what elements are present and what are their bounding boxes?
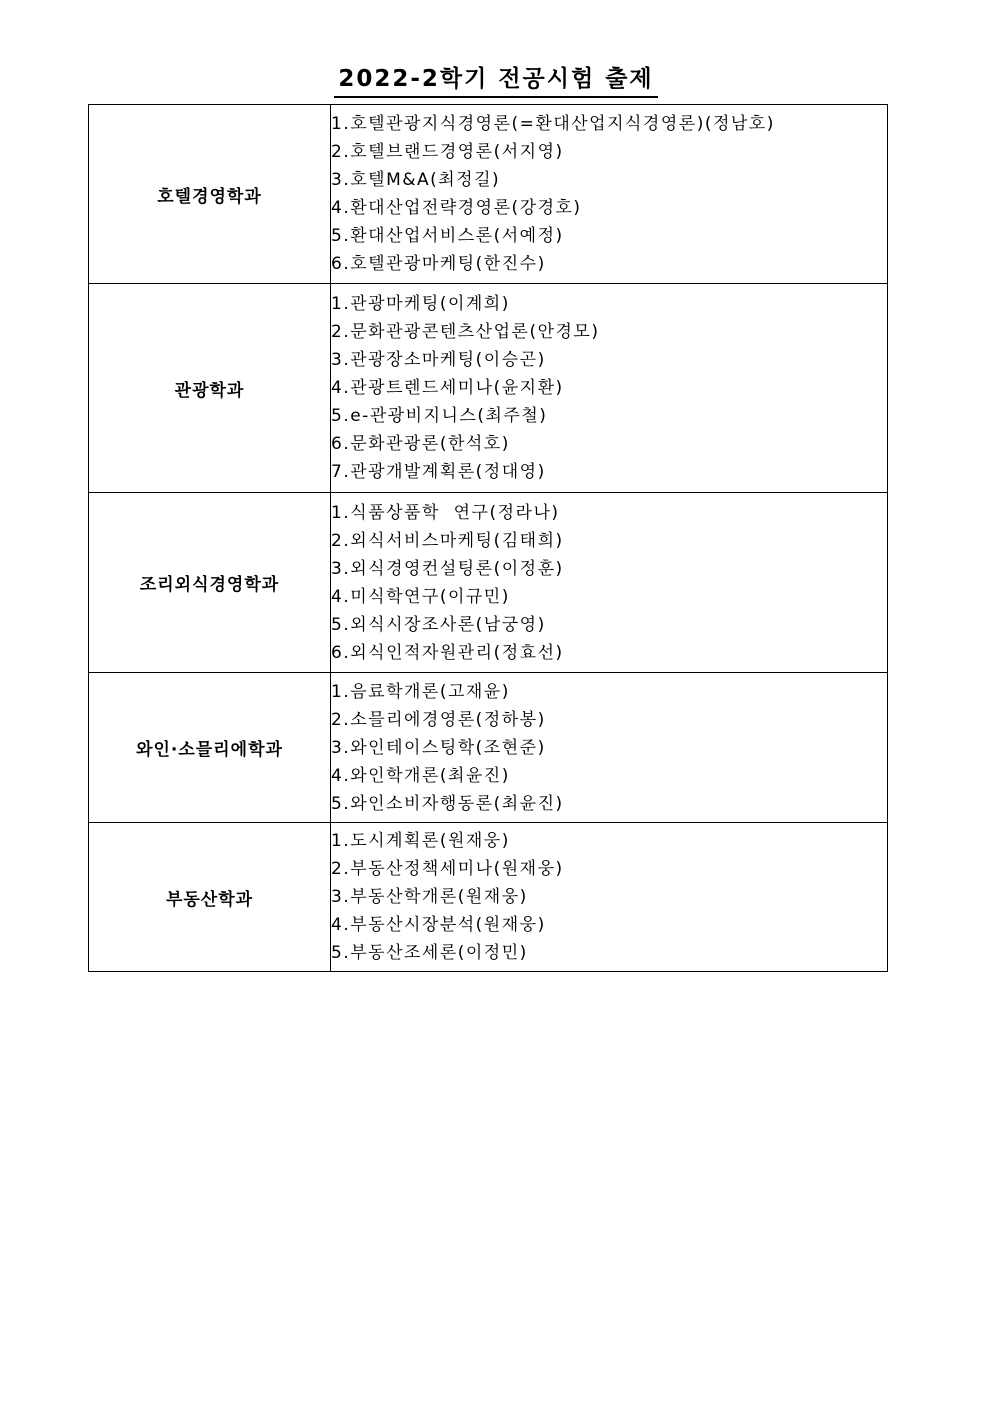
title-row xyxy=(0,60,992,98)
course-list-cell xyxy=(331,493,888,673)
exam-schedule-table xyxy=(88,104,888,972)
department-cell: 부동산학과 xyxy=(89,823,331,972)
course-list-cell xyxy=(331,673,888,823)
department-cell: 조리외식경영학과 xyxy=(89,493,331,673)
course-line: 4.관광트렌드세미나(윤지환) xyxy=(331,378,564,398)
table-row-hotel-management xyxy=(89,105,888,284)
course-line: 1.음료학개론(고재윤) xyxy=(331,681,510,702)
course-line: 5.환대산업서비스론(서예정) xyxy=(331,226,564,246)
course-line: 3.와인테이스팅학(조현준) xyxy=(331,737,546,758)
course-line: 5.e-관광비지니스(최주철) xyxy=(331,406,548,426)
course-line: 5.와인소비자행동론(최윤진) xyxy=(331,793,564,814)
table-row-tourism xyxy=(89,284,888,493)
course-list-cell xyxy=(331,823,888,972)
table-row-wine-sommelier xyxy=(89,673,888,823)
course-line: 3.외식경영컨설팅론(이정훈) xyxy=(331,558,564,579)
course-list-cell xyxy=(331,284,888,493)
course-line: 2.호텔브랜드경영론(서지영) xyxy=(331,142,564,162)
course-line: 1.식품상품학 연구(정라나) xyxy=(331,502,560,523)
course-list-cell xyxy=(331,105,888,284)
department-cell: 호텔경영학과 xyxy=(89,105,331,284)
table-row-culinary-foodservice xyxy=(89,493,888,673)
course-line: 3.호텔M&A(최정길) xyxy=(331,170,501,190)
document-title: 2022-2학기 전공시험 출제 xyxy=(334,60,657,98)
course-line: 6.외식인적자원관리(정효선) xyxy=(331,642,564,663)
course-line: 1.관광마케팅(이계희) xyxy=(331,294,510,314)
department-cell: 와인·소믈리에학과 xyxy=(89,673,331,823)
course-line: 2.부동산정책세미나(원재웅) xyxy=(331,859,564,879)
course-line: 1.호텔관광지식경영론(=환대산업지식경영론)(정남호) xyxy=(331,114,775,134)
course-line: 3.관광장소마케팅(이승곤) xyxy=(331,350,546,370)
course-line: 4.와인학개론(최윤진) xyxy=(331,765,510,786)
course-line: 4.부동산시장분석(원재웅) xyxy=(331,915,546,935)
course-line: 4.환대산업전략경영론(강경호) xyxy=(331,198,582,218)
department-cell: 관광학과 xyxy=(89,284,331,493)
course-line: 1.도시계획론(원재웅) xyxy=(331,831,510,851)
course-line: 5.부동산조세론(이정민) xyxy=(331,943,528,963)
course-line: 6.호텔관광마케팅(한진수) xyxy=(331,254,546,274)
course-line: 6.문화관광론(한석호) xyxy=(331,434,510,454)
course-line: 4.미식학연구(이규민) xyxy=(331,586,510,607)
course-line: 2.외식서비스마케팅(김태희) xyxy=(331,530,564,551)
course-line: 5.외식시장조사론(남궁영) xyxy=(331,614,546,635)
course-line: 7.관광개발계획론(정대영) xyxy=(331,462,546,482)
table-row-real-estate xyxy=(89,823,888,972)
course-line: 3.부동산학개론(원재웅) xyxy=(331,887,528,907)
course-line: 2.문화관광콘텐츠산업론(안경모) xyxy=(331,322,600,342)
course-line: 2.소믈리에경영론(정하봉) xyxy=(331,709,546,730)
